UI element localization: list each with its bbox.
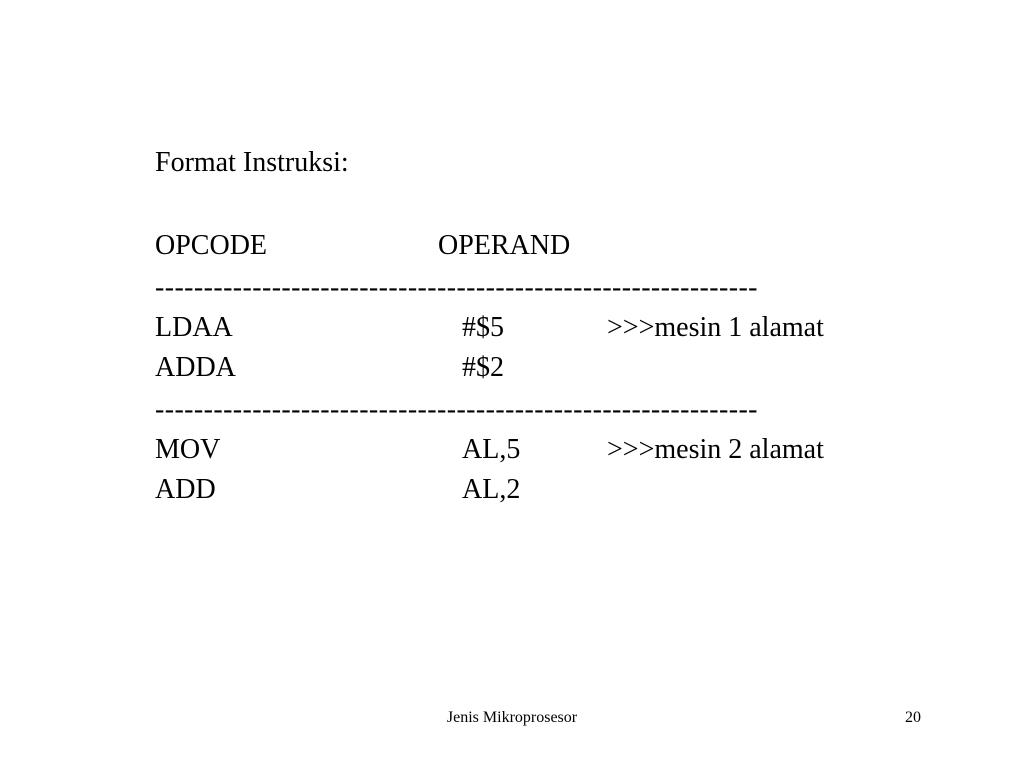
instruction-row [155, 350, 875, 386]
operand-cell: AL,2 [462, 474, 521, 505]
divider-line: -------------------------------------------------------------- [155, 394, 758, 425]
instruction-row [155, 310, 875, 346]
instruction-row [155, 432, 875, 468]
header-opcode: OPCODE [155, 230, 268, 261]
header-operand: OPERAND [438, 230, 571, 261]
slide-heading: Format Instruksi: [155, 147, 349, 178]
opcode-cell: ADDA [155, 352, 236, 383]
opcode-cell: ADD [155, 474, 216, 505]
page-number: 20 [905, 709, 921, 726]
operand-cell: AL,5 [462, 434, 521, 465]
note-cell: >>>mesin 2 alamat [607, 434, 824, 465]
divider-line: -------------------------------------------------------------- [155, 272, 758, 303]
instruction-row [155, 472, 875, 508]
footer-title: Jenis Mikroprosesor [446, 709, 578, 726]
opcode-cell: LDAA [155, 312, 233, 343]
header-row [155, 228, 855, 264]
operand-cell: #$5 [462, 312, 504, 343]
opcode-cell: MOV [155, 434, 221, 465]
note-cell: >>>mesin 1 alamat [607, 312, 824, 343]
operand-cell: #$2 [462, 352, 504, 383]
